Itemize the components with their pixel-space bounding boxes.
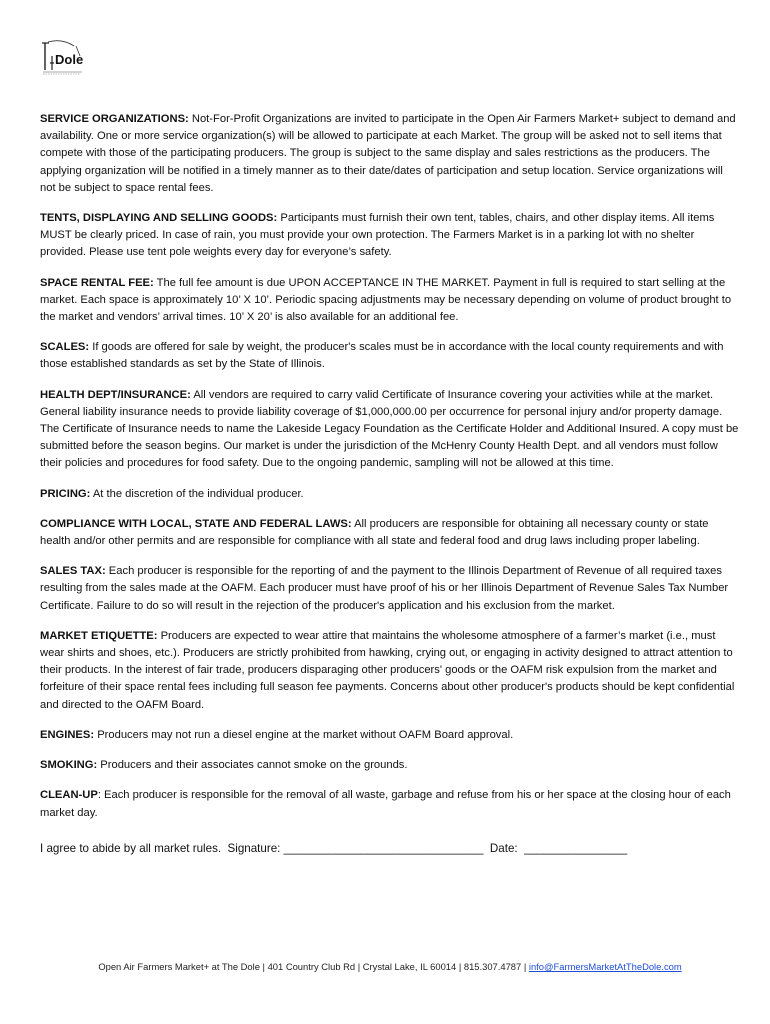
rule-section: [40, 516, 740, 550]
rule-body: : Each producer is responsible for the removal of all waste, garbage and refuse from his or her space at the closing hour of each market day.: [40, 789, 731, 819]
rule-body: All producers are responsible for obtaining all necessary county or state health and/or other permits and are responsible for compliance with all state and federal food and drug laws including proper labeling.: [40, 517, 709, 548]
rules-document: [40, 111, 740, 857]
rule-heading: CLEAN-UP: [40, 789, 98, 802]
rule-section: [40, 339, 740, 373]
rule-body: Producers may not run a diesel engine at the market without OAFM Board approval.: [94, 728, 514, 741]
rule-section: [40, 727, 740, 744]
rule-heading: PRICING:: [40, 487, 91, 500]
rule-body: At the discretion of the individual producer.: [90, 487, 304, 500]
logo-wordmark: Dole: [55, 52, 84, 67]
rule-section: [40, 275, 740, 327]
footer: [0, 961, 770, 972]
rule-section: [40, 628, 740, 714]
signature-line: I agree to abide by all market rules. Signature: _______________________________ Date: ________________: [40, 841, 628, 855]
rule-body: If goods are offered for sale by weight, the producer's scales must be in accordance with the local county requirements and with those established standards as set by the State of Illinois.: [40, 341, 724, 371]
rule-heading: ENGINES:: [40, 728, 95, 741]
rule-body: Each producer is responsible for the reporting of and the payment to the Illinois Department of Revenue of all required taxes resulting from the sales made at the OAFM. Each producer must have proof of his or her Illinois Department of Revenue Sales Tax Number Certificate. Failure to do so will result in the rejection of the producer's application and his exclusion from the market.: [40, 565, 729, 612]
rule-body: All vendors are required to carry valid Certificate of Insurance covering your activities while at the market. General liability insurance needs to provide liability coverage of $1,000,000.00 per occurrence for personal injury and/or property damage. The Certificate of Insurance needs to name the Lakeside Legacy Foundation as the Certificate Holder and Additional Insured. A copy must be submitted before the season begins. Our market is under the jurisdiction of the McHenry County Health Dept. and all vendors must follow their policies and procedures for food safety. Due to the ongoing pandemic, sampling will not be allowed at this time.: [40, 388, 739, 470]
rule-heading: COMPLIANCE WITH LOCAL, STATE AND FEDERAL LAWS:: [40, 517, 352, 530]
rule-heading: SPACE RENTAL FEE:: [40, 276, 154, 289]
rule-body: Participants must furnish their own tent, tables, chairs, and other display items. All items MUST be clearly priced. In case of rain, you must provide your own protection. The Farmers Market is in a parking lot with no shelter provided. Please use tent pole weights every day for everyone’s safety.: [40, 212, 715, 259]
rule-body: Not-For-Profit Organizations are invited to participate in the Open Air Farmers Market+ subject to demand and availability. One or more service organization(s) will be allowed to participate at each Market. The group will be asked not to sell items that compete with those of the participating producers. The group is subject to the same display and sales restrictions as the producers. The applying organization will be notified in a timely manner as to their date/dates of participation and setup location. Service organizations will not be subject to space rental fees.: [40, 113, 736, 194]
rule-section: [40, 387, 740, 473]
dole-logo: [40, 40, 86, 76]
rule-heading: TENTS, DISPLAYING AND SELLING GOODS:: [40, 212, 278, 225]
rule-heading: MARKET ETIQUETTE:: [40, 629, 158, 642]
rule-body: Producers and their associates cannot smoke on the grounds.: [97, 759, 408, 772]
footer-contact: Open Air Farmers Market+ at The Dole | 401 Country Club Rd | Crystal Lake, IL 60014 | 815.307.4787 |: [98, 961, 529, 972]
footer-email-link[interactable]: info@FarmersMarketAtTheDole.com: [528, 961, 682, 972]
rule-heading: SERVICE ORGANIZATIONS:: [40, 113, 189, 125]
rule-heading: SALES TAX:: [40, 565, 106, 578]
rule-section: [40, 210, 740, 262]
rule-body: Producers are expected to wear attire that maintains the wholesome atmosphere of a farmer’s market (i.e., must wear shirts and shoes, etc.). Producers are strictly prohibited from hawking, crying out, or engaging in activity designed to attract attention to their products. In the interest of fair trade, producers disparaging other producers' goods or the OAFM risk expulsion from the market and forfeiture of their space rental fees including full season fee payments. Concerns about other producer's products should be kept confidential and directed to the OAFM Board.: [40, 629, 735, 711]
rule-section: [40, 111, 740, 197]
rule-section: [40, 787, 740, 821]
rule-section: [40, 486, 740, 503]
rule-heading: SCALES:: [40, 341, 90, 354]
rule-section: [40, 563, 740, 615]
dole-logo-mark: [40, 40, 86, 76]
rule-heading: HEALTH DEPT/INSURANCE:: [40, 388, 191, 401]
rule-section: [40, 757, 740, 774]
rule-body: The full fee amount is due UPON ACCEPTANCE IN THE MARKET. Payment in full is required to start selling at the market. Each space is approximately 10’ X 10’. Periodic spacing adjustments may be necessary depending on volume of product brought to the market and vendors’ arrival times. 10’ X 20’ is also available for an additional fee.: [40, 276, 732, 324]
rule-heading: SMOKING:: [40, 759, 98, 772]
